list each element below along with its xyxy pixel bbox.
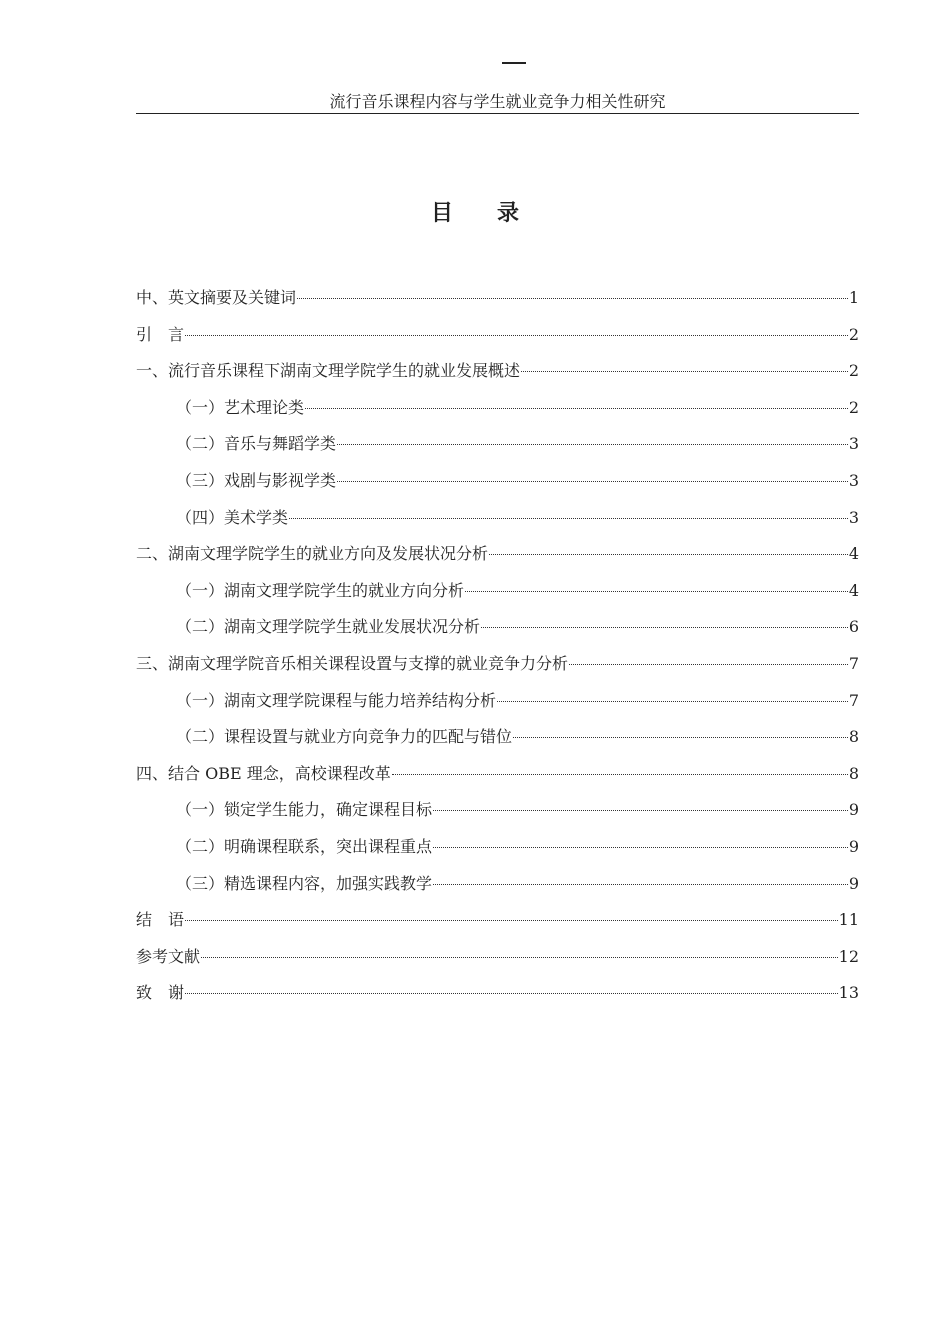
- toc-entry[interactable]: [136, 359, 859, 396]
- toc-entry-page: 9: [848, 800, 859, 820]
- toc-dot-leader: [513, 737, 848, 738]
- toc-entry[interactable]: [136, 945, 859, 982]
- toc-dot-leader: [433, 847, 848, 848]
- toc-entry-page: 2: [848, 397, 859, 417]
- toc-dot-leader: [521, 371, 848, 372]
- toc-dot-leader: [433, 884, 848, 885]
- toc-dot-leader: [305, 408, 848, 409]
- toc-entry-label: 结 语: [136, 910, 185, 930]
- toc-entry-label: 三、湖南文理学院音乐相关课程设置与支撑的就业竞争力分析: [136, 653, 569, 673]
- toc-entry[interactable]: [136, 689, 859, 726]
- toc-dot-leader: [337, 481, 848, 482]
- toc-entry-page: 8: [848, 763, 859, 783]
- toc-entry-page: 3: [848, 507, 859, 527]
- toc-entry-page: 9: [848, 836, 859, 856]
- toc-entry-page: 8: [848, 727, 859, 747]
- toc-entry-page: 7: [848, 690, 859, 710]
- toc-entry-label: （二）湖南文理学院学生就业发展状况分析: [176, 617, 481, 637]
- toc-entry-page: 12: [838, 946, 859, 966]
- toc-dot-leader: [185, 993, 838, 994]
- toc-entry-label: （一）湖南文理学院课程与能力培养结构分析: [176, 690, 497, 710]
- toc-entry[interactable]: [136, 323, 859, 360]
- toc-entry-page: 6: [848, 617, 859, 637]
- toc-dot-leader: [297, 298, 848, 299]
- toc-dot-leader: [465, 591, 848, 592]
- toc-entry[interactable]: [136, 725, 859, 762]
- toc-entry[interactable]: [136, 835, 859, 872]
- toc-dot-leader: [569, 664, 848, 665]
- toc-entry[interactable]: [136, 506, 859, 543]
- toc-entry-page: 3: [848, 470, 859, 490]
- toc-entry[interactable]: [136, 469, 859, 506]
- toc-entry-label: （一）艺术理论类: [176, 397, 305, 417]
- toc-entry-label: （二）音乐与舞蹈学类: [176, 434, 337, 454]
- toc-title-part1: 目: [430, 200, 453, 226]
- toc-entry-label: 引 言: [136, 324, 185, 344]
- toc-entry[interactable]: [136, 908, 859, 945]
- toc-entry-label: 致 谢: [136, 983, 185, 1003]
- toc-entry-label: （二）明确课程联系，突出课程重点: [176, 836, 433, 856]
- toc-dot-leader: [497, 701, 848, 702]
- toc-entry-page: 9: [848, 873, 859, 893]
- toc-title: [0, 198, 950, 228]
- toc-entry[interactable]: [136, 652, 859, 689]
- toc-entry[interactable]: [136, 432, 859, 469]
- toc-dot-leader: [481, 627, 848, 628]
- toc-entry-label: （一）湖南文理学院学生的就业方向分析: [176, 580, 465, 600]
- toc-dot-leader: [392, 774, 848, 775]
- toc-entry-label: 参考文献: [136, 946, 201, 966]
- toc-dot-leader: [185, 920, 838, 921]
- header-top-mark: [502, 62, 526, 64]
- toc-entry-page: 1: [848, 288, 859, 307]
- header-rule: [136, 113, 859, 114]
- toc-entry[interactable]: [136, 798, 859, 835]
- toc-entry-page: 11: [838, 910, 859, 930]
- toc-dot-leader: [433, 810, 848, 811]
- toc-entry-label: 二、湖南文理学院学生的就业方向及发展状况分析: [136, 544, 489, 564]
- toc-entry[interactable]: [136, 579, 859, 616]
- toc-entry-page: 4: [848, 580, 859, 600]
- toc-entry[interactable]: [136, 615, 859, 652]
- toc-dot-leader: [185, 335, 848, 336]
- toc-entry-label: （二）课程设置与就业方向竞争力的匹配与错位: [176, 727, 513, 747]
- toc-entry-label: 一、流行音乐课程下湖南文理学院学生的就业发展概述: [136, 361, 521, 381]
- toc-entry[interactable]: [136, 542, 859, 579]
- toc-entry-label: （三）戏剧与影视学类: [176, 470, 337, 490]
- toc-dot-leader: [201, 957, 838, 958]
- toc-entry[interactable]: [136, 396, 859, 433]
- toc-entry-label: （三）精选课程内容，加强实践教学: [176, 873, 433, 893]
- toc-title-part2: 录: [497, 200, 520, 226]
- toc-entry[interactable]: [136, 981, 859, 1018]
- toc-entry-page: 7: [848, 653, 859, 673]
- toc-entry-label: （一）锁定学生能力，确定课程目标: [176, 800, 433, 820]
- toc-entry[interactable]: [136, 286, 859, 323]
- toc-dot-leader: [289, 518, 848, 519]
- toc-entry-label: 中、英文摘要及关键词: [136, 288, 297, 307]
- toc-dot-leader: [489, 554, 848, 555]
- toc-entry-page: 2: [848, 361, 859, 381]
- toc-entry-label: （四）美术学类: [176, 507, 289, 527]
- toc-entry-page: 13: [838, 983, 859, 1003]
- running-header-title: 流行音乐课程内容与学生就业竞争力相关性研究: [329, 92, 666, 111]
- toc-entry-label: 四、结合 OBE 理念，高校课程改革: [136, 763, 391, 783]
- toc-entry-page: 2: [848, 324, 859, 344]
- toc-entry-page: 3: [848, 434, 859, 454]
- toc-list: [136, 286, 859, 1018]
- toc-entry[interactable]: [136, 762, 859, 799]
- toc-dot-leader: [337, 444, 848, 445]
- toc-entry[interactable]: [136, 872, 859, 909]
- toc-entry-page: 4: [848, 544, 859, 564]
